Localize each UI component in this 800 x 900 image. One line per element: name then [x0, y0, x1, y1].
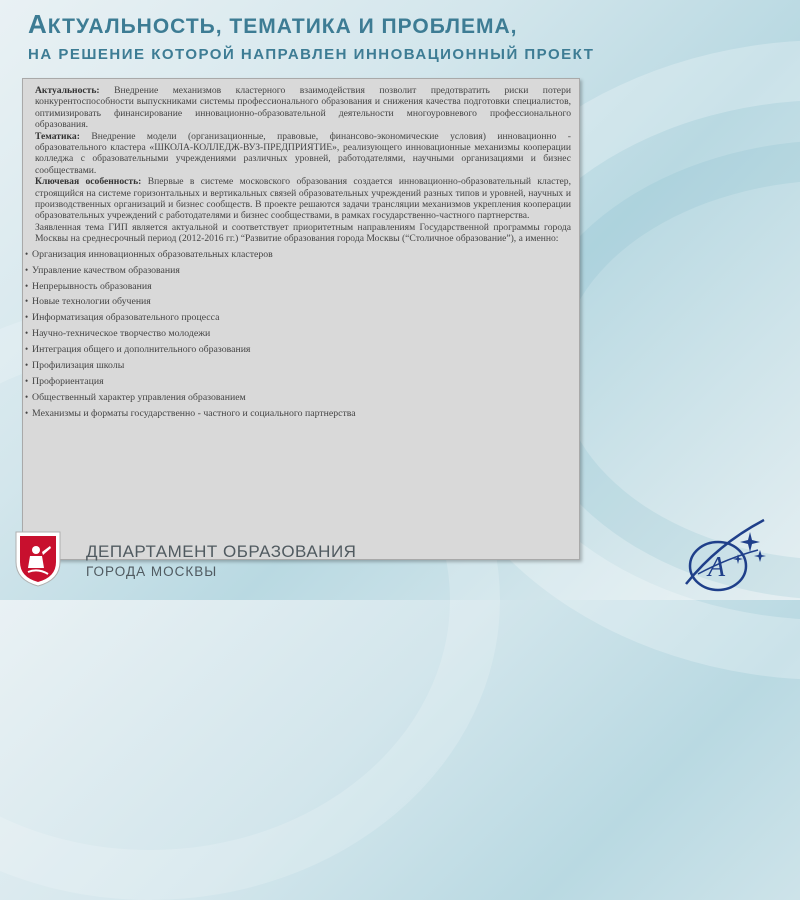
list-item-text: Общественный характер управления образованием [32, 391, 246, 403]
topic-label: Тематика: [35, 130, 80, 142]
svg-text:А: А [708, 552, 726, 583]
bullet-icon: • [25, 264, 29, 275]
relevance-text: Внедрение механизмов кластерного взаимодействия позволит предотвратить риски потери конкурентоспособности выпускниками системы профессионального образования и снижения качества подготовки специалистов, оптимизировать финансирование инновационно-образовательной деятельности многоуровневого профессионального образования. [35, 85, 571, 131]
list-item [25, 247, 571, 263]
bullet-icon: • [25, 280, 29, 291]
list-item-text: Научно-техническое творчество молодежи [32, 328, 211, 340]
list-item-text: Профориентация [32, 375, 104, 387]
list-item-text: Управление качеством образования [32, 264, 180, 276]
list-item [25, 263, 571, 279]
list-item-text: Механизмы и форматы государственно - частного и социального партнерства [32, 407, 356, 419]
list-item [25, 358, 571, 374]
topic-paragraph [31, 131, 571, 177]
bullet-icon: • [25, 328, 29, 339]
moscow-coat-of-arms-icon [10, 528, 66, 588]
list-item [25, 310, 571, 326]
feature-label: Ключевая особенность: [35, 176, 142, 188]
list-item [25, 326, 571, 342]
bullet-icon: • [25, 248, 29, 259]
department-name: ДЕПАРТАМЕНТ ОБРАЗОВАНИЯ [86, 542, 357, 561]
declared-paragraph: Заявленная тема ГИП является актуальной и соответствует приоритетным направлениям Государственной программы города Москвы на среднесрочный период (2012-2016 гг.) “Развитие образования города Москвы (“Столичное образование”), а именно: [35, 221, 571, 245]
list-item [25, 406, 571, 422]
list-item [25, 374, 571, 390]
list-item [25, 390, 571, 406]
list-item [25, 279, 571, 295]
list-item [25, 342, 571, 358]
bullet-icon: • [25, 391, 29, 402]
list-item-text: Организация инновационных образовательных кластеров [32, 248, 273, 260]
bullet-icon: • [25, 407, 29, 418]
relevance-label: Актуальность: [35, 85, 100, 96]
bullet-icon: • [25, 312, 29, 323]
college-logo-icon [678, 514, 774, 600]
list-item-text: Профилизация школы [32, 360, 125, 372]
relevance-paragraph [31, 85, 571, 131]
slide-title [28, 10, 768, 65]
list-item-text: Новые технологии обучения [32, 296, 151, 308]
feature-text: Впервые в системе московского образования создается инновационно-образовательный кластер, строящийся на системе горизонтальных и вертикальных связей образовательных учреждений разных типов и уровней, научных и производственных организаций и бизнес сообществ. В проекте решаются задачи трансляции механизмов укрепления кооперации образовательных учреждений с работодателями и бизнес сообществами, в рамках государственно-частного партнерства. [35, 176, 571, 222]
title-line-2: НА РЕШЕНИЕ КОТОРОЙ НАПРАВЛЕН ИННОВАЦИОННЫЙ ПРОЕКТ [28, 46, 595, 63]
content-box [22, 78, 580, 560]
list-item [25, 294, 571, 310]
priority-list [25, 247, 571, 422]
list-item-text: Информатизация образовательного процесса [32, 312, 220, 324]
list-item-text: Интеграция общего и дополнительного образования [32, 344, 251, 356]
bullet-icon: • [25, 344, 29, 355]
title-line-1: АКТУАЛЬНОСТЬ, ТЕМАТИКА И ПРОБЛЕМА, [28, 9, 518, 39]
list-item-text: Непрерывность образования [32, 280, 152, 292]
topic-text: Внедрение модели (организационные, правовые, финансово-экономические условия) инновационно - образовательного кластера «ШКОЛА-КОЛЛЕДЖ-ВУЗ-ПРЕДПРИЯТИЕ», реализующего инновационные механизмы кооперации колледжа с образовательными учреждениями различных уровней, работодателями, научными организациями и бизнес сообществами. [35, 130, 571, 176]
footer [6, 528, 800, 600]
bullet-icon: • [25, 360, 29, 371]
feature-paragraph [31, 176, 571, 222]
bullet-icon: • [25, 296, 29, 307]
bullet-icon: • [25, 375, 29, 386]
department-city: ГОРОДА МОСКВЫ [86, 564, 218, 579]
